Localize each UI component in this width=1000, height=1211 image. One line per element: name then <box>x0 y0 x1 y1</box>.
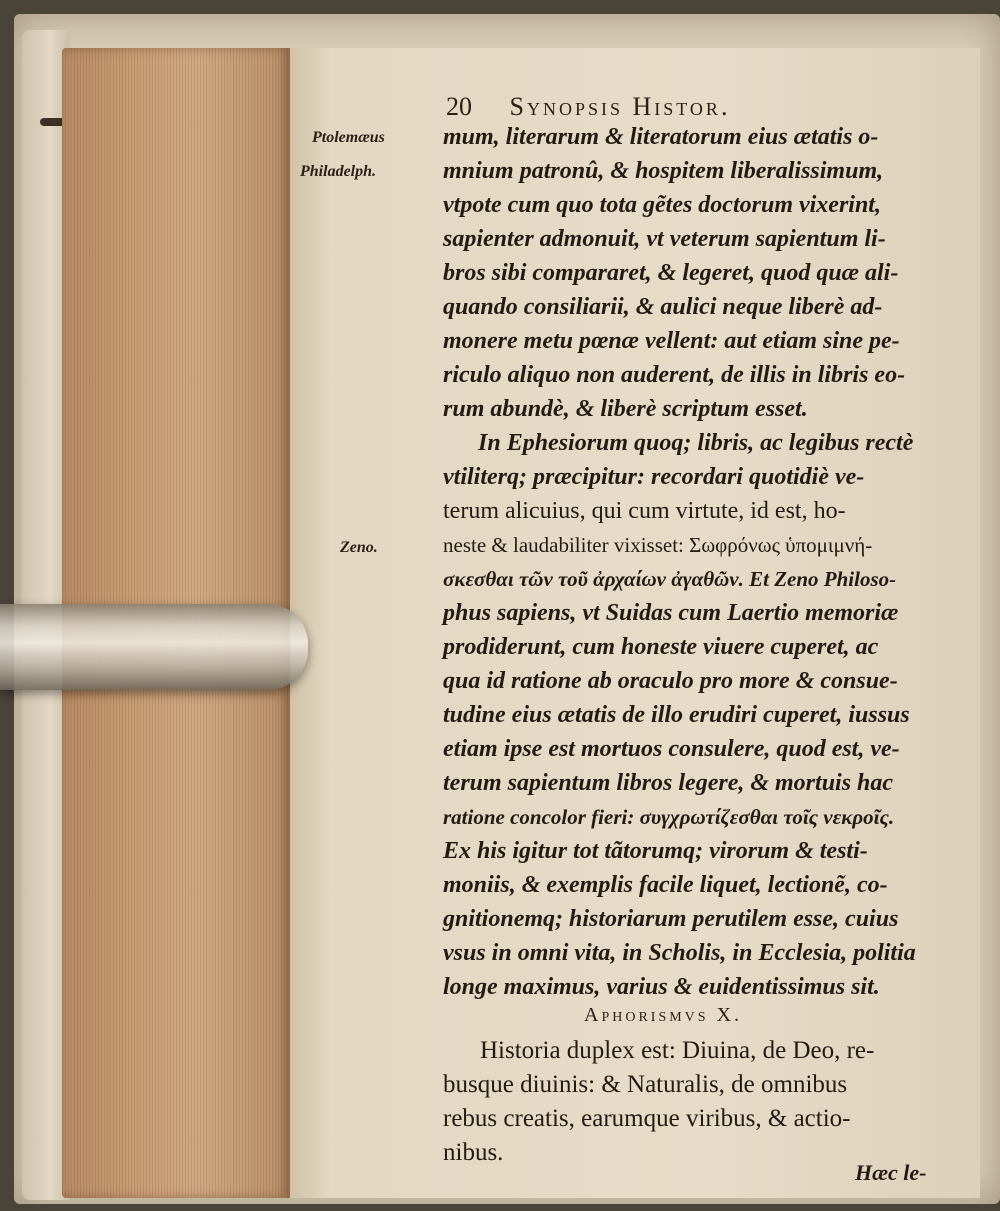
text-line: longe maximus, varius & euidentissimus sit. <box>443 974 880 1000</box>
page-number: 20 <box>446 92 472 121</box>
text-line: tudine eius ætatis de illo erudiri cuperet, iussus <box>443 702 910 728</box>
text-line: mnium patronû, & hospitem liberalissimum, <box>443 158 884 184</box>
margin-note-ptolemaeus: Ptolemæus <box>312 129 385 146</box>
text-line: bros sibi compararet, & legeret, quod quæ ali- <box>443 260 899 286</box>
aphorism-line: rebus creatis, earumque viribus, & actio- <box>443 1105 851 1132</box>
text-line: sapienter admonuit, vt veterum sapientum li- <box>443 226 886 252</box>
text-line: moniis, & exemplis facile liquet, lectionẽ, co- <box>443 872 888 898</box>
text-line: qua id ratione ab oraculo pro more & consue- <box>443 668 898 694</box>
text-line: In Ephesiorum quoq; libris, ac legibus rectè <box>478 430 914 456</box>
text-line: neste & laudabiliter vixisset: Σωφρόνως ὑπομιμνή- <box>443 533 873 557</box>
text-line: vsus in omni vita, in Scholis, in Ecclesia, politia <box>443 940 916 966</box>
text-line: mum, literarum & literatorum eius ætatis o- <box>443 124 879 150</box>
text-line: phus sapiens, vt Suidas cum Laertio memoriæ <box>443 600 899 626</box>
running-title: Synopsis Histor. <box>509 92 731 121</box>
text-line: terum sapientum libros legere, & mortuis hac <box>443 770 894 796</box>
page-holder-clip <box>0 604 308 690</box>
text-line: vtpote cum quo tota gẽtes doctorum vixerint, <box>443 192 881 218</box>
text-line: prodiderunt, cum honeste viuere cuperet, ac <box>443 634 879 660</box>
text-line: ratione concolor fieri: συγχρωτίζεσθαι τοῖς νεκροῖς. <box>443 805 895 829</box>
text-line: gnitionemq; historiarum perutilem esse, cuius <box>443 906 899 932</box>
aphorism-line: nibus. <box>443 1139 504 1166</box>
text-line: monere metu pœnæ vellent: aut etiam sine pe- <box>443 328 900 354</box>
text-line: Ex his igitur tot tãtorumq; virorum & testi- <box>443 838 868 864</box>
margin-note-zeno: Zeno. <box>340 539 378 556</box>
catchword: Hæc le- <box>855 1160 927 1185</box>
aphorism-line: busque diuinis: & Naturalis, de omnibus <box>443 1071 848 1098</box>
margin-note-philadelph: Philadelph. <box>300 163 377 180</box>
text-line: terum alicuius, qui cum virtute, id est, ho- <box>443 498 846 524</box>
text-line: vtiliterq; præcipitur: recordari quotidiè ve- <box>443 464 865 490</box>
running-head <box>446 92 730 122</box>
aphorism-heading: Aphorismvs X. <box>584 1004 743 1026</box>
text-line: quando consiliarii, & aulici neque liberè ad- <box>443 294 883 320</box>
text-line: σκεσθαι τῶν τοῦ ἀρχαίων ἀγαθῶν. Et Zeno Philoso- <box>443 567 897 591</box>
text-line: riculo aliquo non auderent, de illis in libris eo- <box>443 362 906 388</box>
text-line: rum abundè, & liberè scriptum esset. <box>443 396 808 422</box>
aphorism-line: Historia duplex est: Diuina, de Deo, re- <box>480 1037 875 1064</box>
text-line: etiam ipse est mortuos consulere, quod est, ve- <box>443 736 900 762</box>
